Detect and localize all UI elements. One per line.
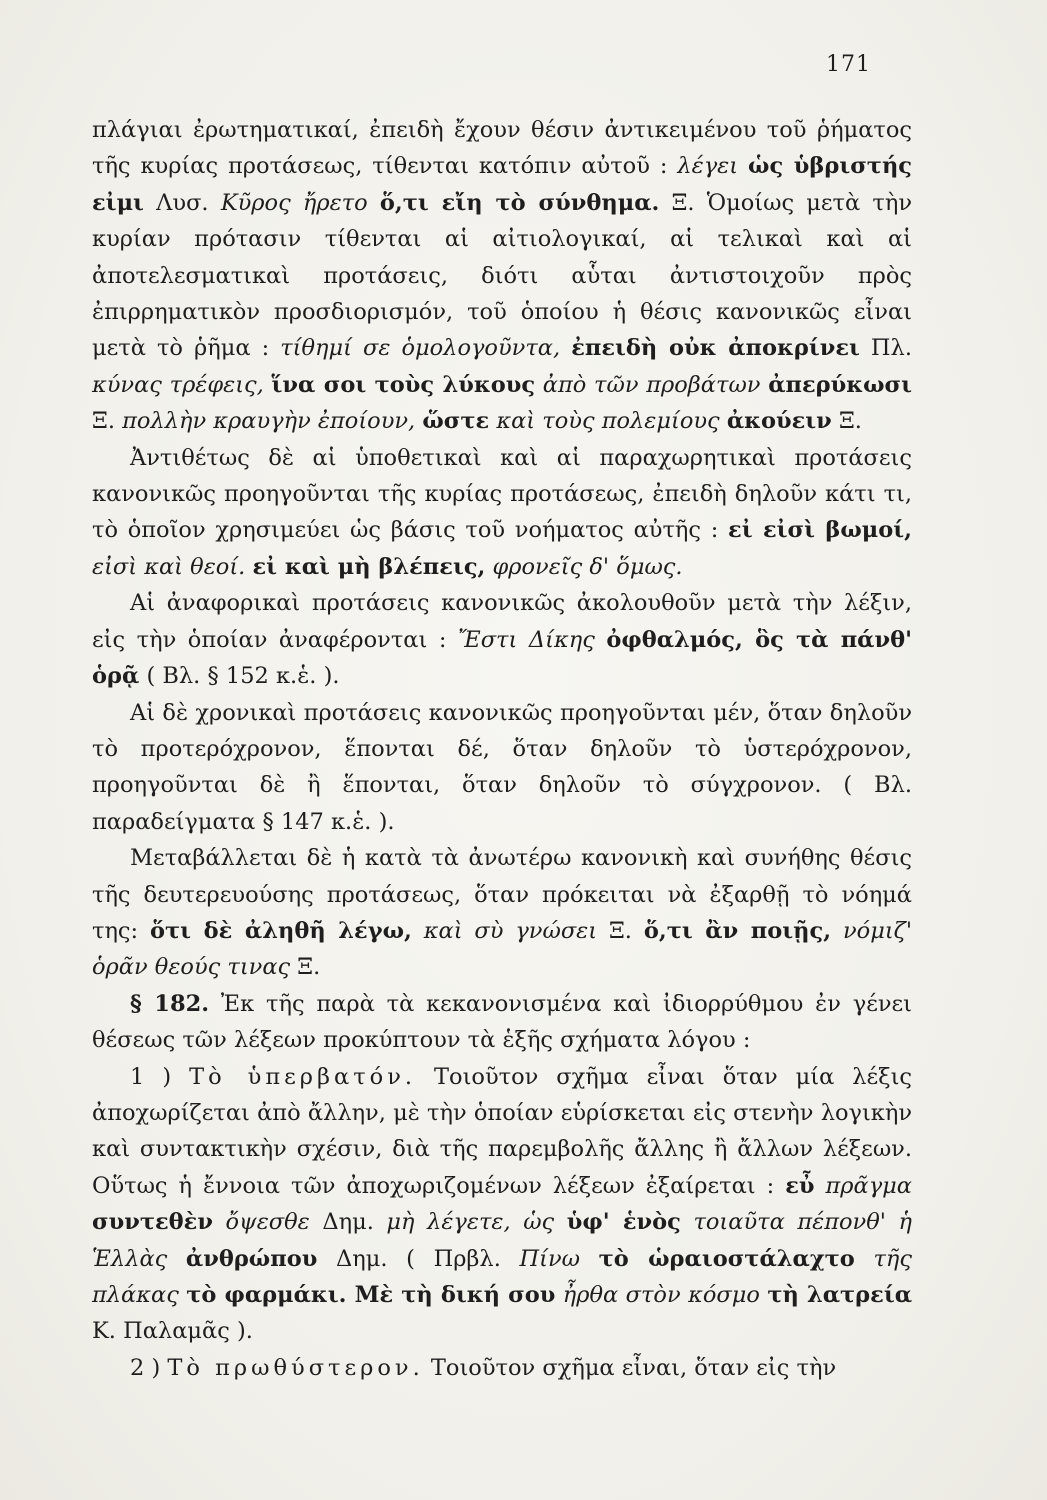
- italic-example-text: Ἔστι Δίκης: [458, 626, 595, 653]
- bold-example-text: ὥστε: [422, 408, 490, 435]
- page-number: 171: [826, 52, 871, 77]
- italic-example-text: ἀπὸ τῶν προβάτων: [542, 371, 761, 398]
- text-run: [720, 408, 727, 434]
- text-run: Αἱ ἀναφορικαὶ προτάσεις κανονικῶς ἀκολουθοῦν μετὰ τὴν λέξιν, εἰς τὴν ὁποίαν ἀναφέρονται :: [92, 590, 912, 653]
- bold-example-text: συντεθὲν: [92, 1209, 213, 1236]
- text-run: [368, 190, 380, 216]
- text-run: Ξ.: [92, 408, 123, 435]
- text-run: Κ. Παλαμᾶς ).: [92, 1318, 253, 1345]
- italic-example-text: τίθημί σε ὁμολογοῦντα,: [280, 335, 561, 362]
- paragraph: [92, 840, 912, 986]
- italic-example-text: ὄψεσθε: [225, 1209, 310, 1236]
- text-run: Πλ.: [859, 335, 912, 362]
- bold-example-text: τὸ φαρμάκι. Μὲ τὴ δική σου: [186, 1282, 556, 1308]
- text-run: [554, 1209, 567, 1235]
- text-run: [560, 335, 571, 361]
- text-run: Λυσ.: [143, 189, 221, 216]
- text-run: [738, 153, 748, 179]
- text-run: [264, 372, 272, 398]
- italic-example-text: νόμιζ' ὁρᾶν θεούς τινας: [92, 917, 913, 981]
- text-run: Δημ. ( Πρβλ.: [317, 1245, 520, 1272]
- paragraph: [92, 986, 912, 1059]
- bold-example-text: ὅ,τι ἂν ποιῇς,: [643, 917, 832, 944]
- text-run: [535, 372, 543, 398]
- bold-example-text: ἐπειδὴ οὐκ ἀποκρίνει: [571, 335, 860, 362]
- text-run: [681, 1209, 694, 1235]
- spaced-term: Τὸ πρωθύστερον.: [167, 1354, 424, 1381]
- italic-example-text: καὶ σὺ γνώσει: [423, 917, 598, 944]
- bold-example-text: ὅ,τι εἴη τὸ σύνθημα.: [379, 189, 660, 216]
- italic-example-text: πολλὴν κραυγὴν ἐποίουν,: [122, 408, 416, 435]
- text-run: [831, 918, 843, 944]
- text-run: Ἀντιθέτως δὲ αἱ ὑποθετικαὶ καὶ αἱ παραχωρητικαὶ προτάσεις κανονικῶς προηγοῦνται τῆς κυρίας προτάσεως, ἐπειδὴ δηλοῦν κάτι τι, τὸ ὁποῖον χρησιμεύει ὡς βάσις τοῦ νοήματος αὐτῆς :: [92, 444, 912, 544]
- text-run: [555, 1282, 562, 1308]
- italic-example-text: εἰσὶ καὶ θεοί.: [92, 553, 246, 580]
- text-run: Μεταβάλλεται δὲ ἡ κατὰ τὰ ἀνωτέρω κανονικὴ καὶ συνήθης θέσις τῆς δευτερευούσης προτάσεως, ὅταν πρόκειται νὰ ἐξαρθῇ τὸ νόημά της:: [92, 845, 912, 944]
- text-run: Ἐκ τῆς παρὰ τὰ κεκανονισμένα καὶ ἰδιορρύθμου ἐν γένει θέσεως τῶν λέξεων προκύπτουν τὰ ἑξῆς σχήματα λόγου :: [92, 990, 913, 1054]
- bold-example-text: ὀφθαλμός, ὃς τὰ πάνθ' ὁρᾷ: [92, 626, 912, 690]
- text-run: [213, 1209, 226, 1235]
- text-run: [412, 918, 424, 944]
- paragraph: [92, 1350, 912, 1386]
- italic-example-text: καὶ τοὺς πολεμίους: [496, 408, 720, 435]
- bold-example-text: ὡς ὑβριστής εἰμι: [92, 153, 912, 216]
- italic-example-text: Πίνω: [519, 1245, 580, 1272]
- italic-example-text: κύνας τρέφεις,: [92, 371, 264, 398]
- bold-example-text: ὅτι δὲ ἀληθῆ λέγω,: [150, 917, 412, 944]
- italic-example-text: φρονεῖς δ' ὅμως.: [492, 553, 683, 580]
- text-run: [580, 1246, 599, 1272]
- text-run: 2 ): [130, 1354, 168, 1381]
- paragraph: [92, 1059, 912, 1350]
- text-run: ( Βλ. § 152 κ.ἑ. ).: [139, 663, 340, 690]
- italic-example-text: πρᾶγμα: [825, 1172, 912, 1199]
- bold-example-text: ἀκούειν: [726, 408, 832, 435]
- italic-example-text: Κῦρος ἤρετο: [220, 189, 368, 216]
- bold-example-text: § 182.: [130, 990, 210, 1017]
- italic-example-text: ἦρθα στὸν κόσμο: [562, 1282, 760, 1308]
- italic-example-text: τῆς πλάκας: [92, 1245, 912, 1308]
- spaced-term: Τὸ ὑπερβατόν.: [189, 1063, 417, 1090]
- text-run: [815, 1173, 826, 1199]
- bold-example-text: τὴ λατρεία: [767, 1282, 913, 1308]
- bold-example-text: εἰ καὶ μὴ βλέπεις,: [252, 553, 486, 580]
- bold-example-text: ἀπερύκωσι: [768, 371, 913, 398]
- page-body-text: [92, 112, 912, 1386]
- text-run: Τοιοῦτον σχῆμα εἶναι, ὅταν εἰς τὴν: [423, 1354, 837, 1381]
- italic-example-text: τοιαῦτα πέπονθ' ἡ Ἑλλὰς: [92, 1209, 912, 1272]
- paragraph: [92, 695, 912, 841]
- bold-example-text: ἵνα σοι τοὺς λύκους: [271, 371, 536, 398]
- paragraph: [92, 112, 912, 440]
- bold-example-text: εἰ εἰσὶ βωμοί,: [728, 517, 912, 544]
- bold-example-text: τὸ ὡραιοστάλαχτο: [598, 1245, 855, 1272]
- text-run: Ξ. Ὁμοίως μετὰ τὴν κυρίαν πρότασιν τίθενται αἱ αἰτιολογικαί, αἱ τελικαὶ καὶ αἱ ἀποτελεσματικαὶ προτάσεις, διότι αὗται ἀντιστοιχοῦν πρὸς ἐπιρρηματικὸν προσδιορισμόν, τοῦ ὁποίου ἡ θέσις κανονικῶς εἶναι μετὰ τὸ ῥῆμα :: [92, 189, 913, 362]
- bold-example-text: εὖ: [785, 1172, 815, 1199]
- text-run: Αἱ δὲ χρονικαὶ προτάσεις κανονικῶς προηγοῦνται μέν, ὅταν δηλοῦν τὸ προτερόχρονον, ἕπονται δέ, ὅταν δηλοῦν τὸ ὑστερόχρονον, προηγοῦνται δὲ ἢ ἕπονται, ὅταν δηλοῦν τὸ σύγχρονον. ( Βλ. παραδείγματα § 147 κ.ἑ. ).: [92, 699, 912, 835]
- text-run: [595, 627, 607, 653]
- italic-example-text: μὴ λέγετε, ὡς: [386, 1209, 555, 1236]
- text-run: Δημ.: [309, 1209, 387, 1236]
- bold-example-text: ὑφ' ἑνὸς: [566, 1209, 681, 1236]
- text-run: Ξ.: [597, 917, 644, 944]
- text-run: 1 ): [130, 1063, 190, 1090]
- text-run: [485, 554, 492, 580]
- text-run: [855, 1246, 874, 1272]
- paragraph: [92, 440, 912, 586]
- text-run: Ξ.: [290, 954, 321, 981]
- text-run: Τοιοῦτον σχῆμα εἶναι ὅταν μία λέξις ἀποχωρίζεται ἀπὸ ἄλλην, μὲ τὴν ὁποίαν εὑρίσκεται εἰς στενὴν λογικὴν καὶ συντακτικὴν σχέσιν, διὰ τῆς παρεμβολῆς ἄλλης ἢ ἄλλων λέξεων. Οὕτως ἡ ἔννοια τῶν ἀποχωριζομένων λέξεων ἐξαίρεται :: [92, 1063, 912, 1199]
- text-run: πλάγιαι ἐρωτηματικαί, ἐπειδὴ ἔχουν θέσιν ἀντικειμένου τοῦ ῥήματος τῆς κυρίας προτάσεως, τίθενται κατόπιν αὐτοῦ :: [92, 117, 912, 180]
- paragraph: [92, 585, 912, 694]
- text-run: [167, 1246, 186, 1272]
- italic-example-text: λέγει: [677, 153, 739, 180]
- text-run: Ξ.: [831, 408, 862, 435]
- bold-example-text: ἀνθρώπου: [185, 1245, 318, 1272]
